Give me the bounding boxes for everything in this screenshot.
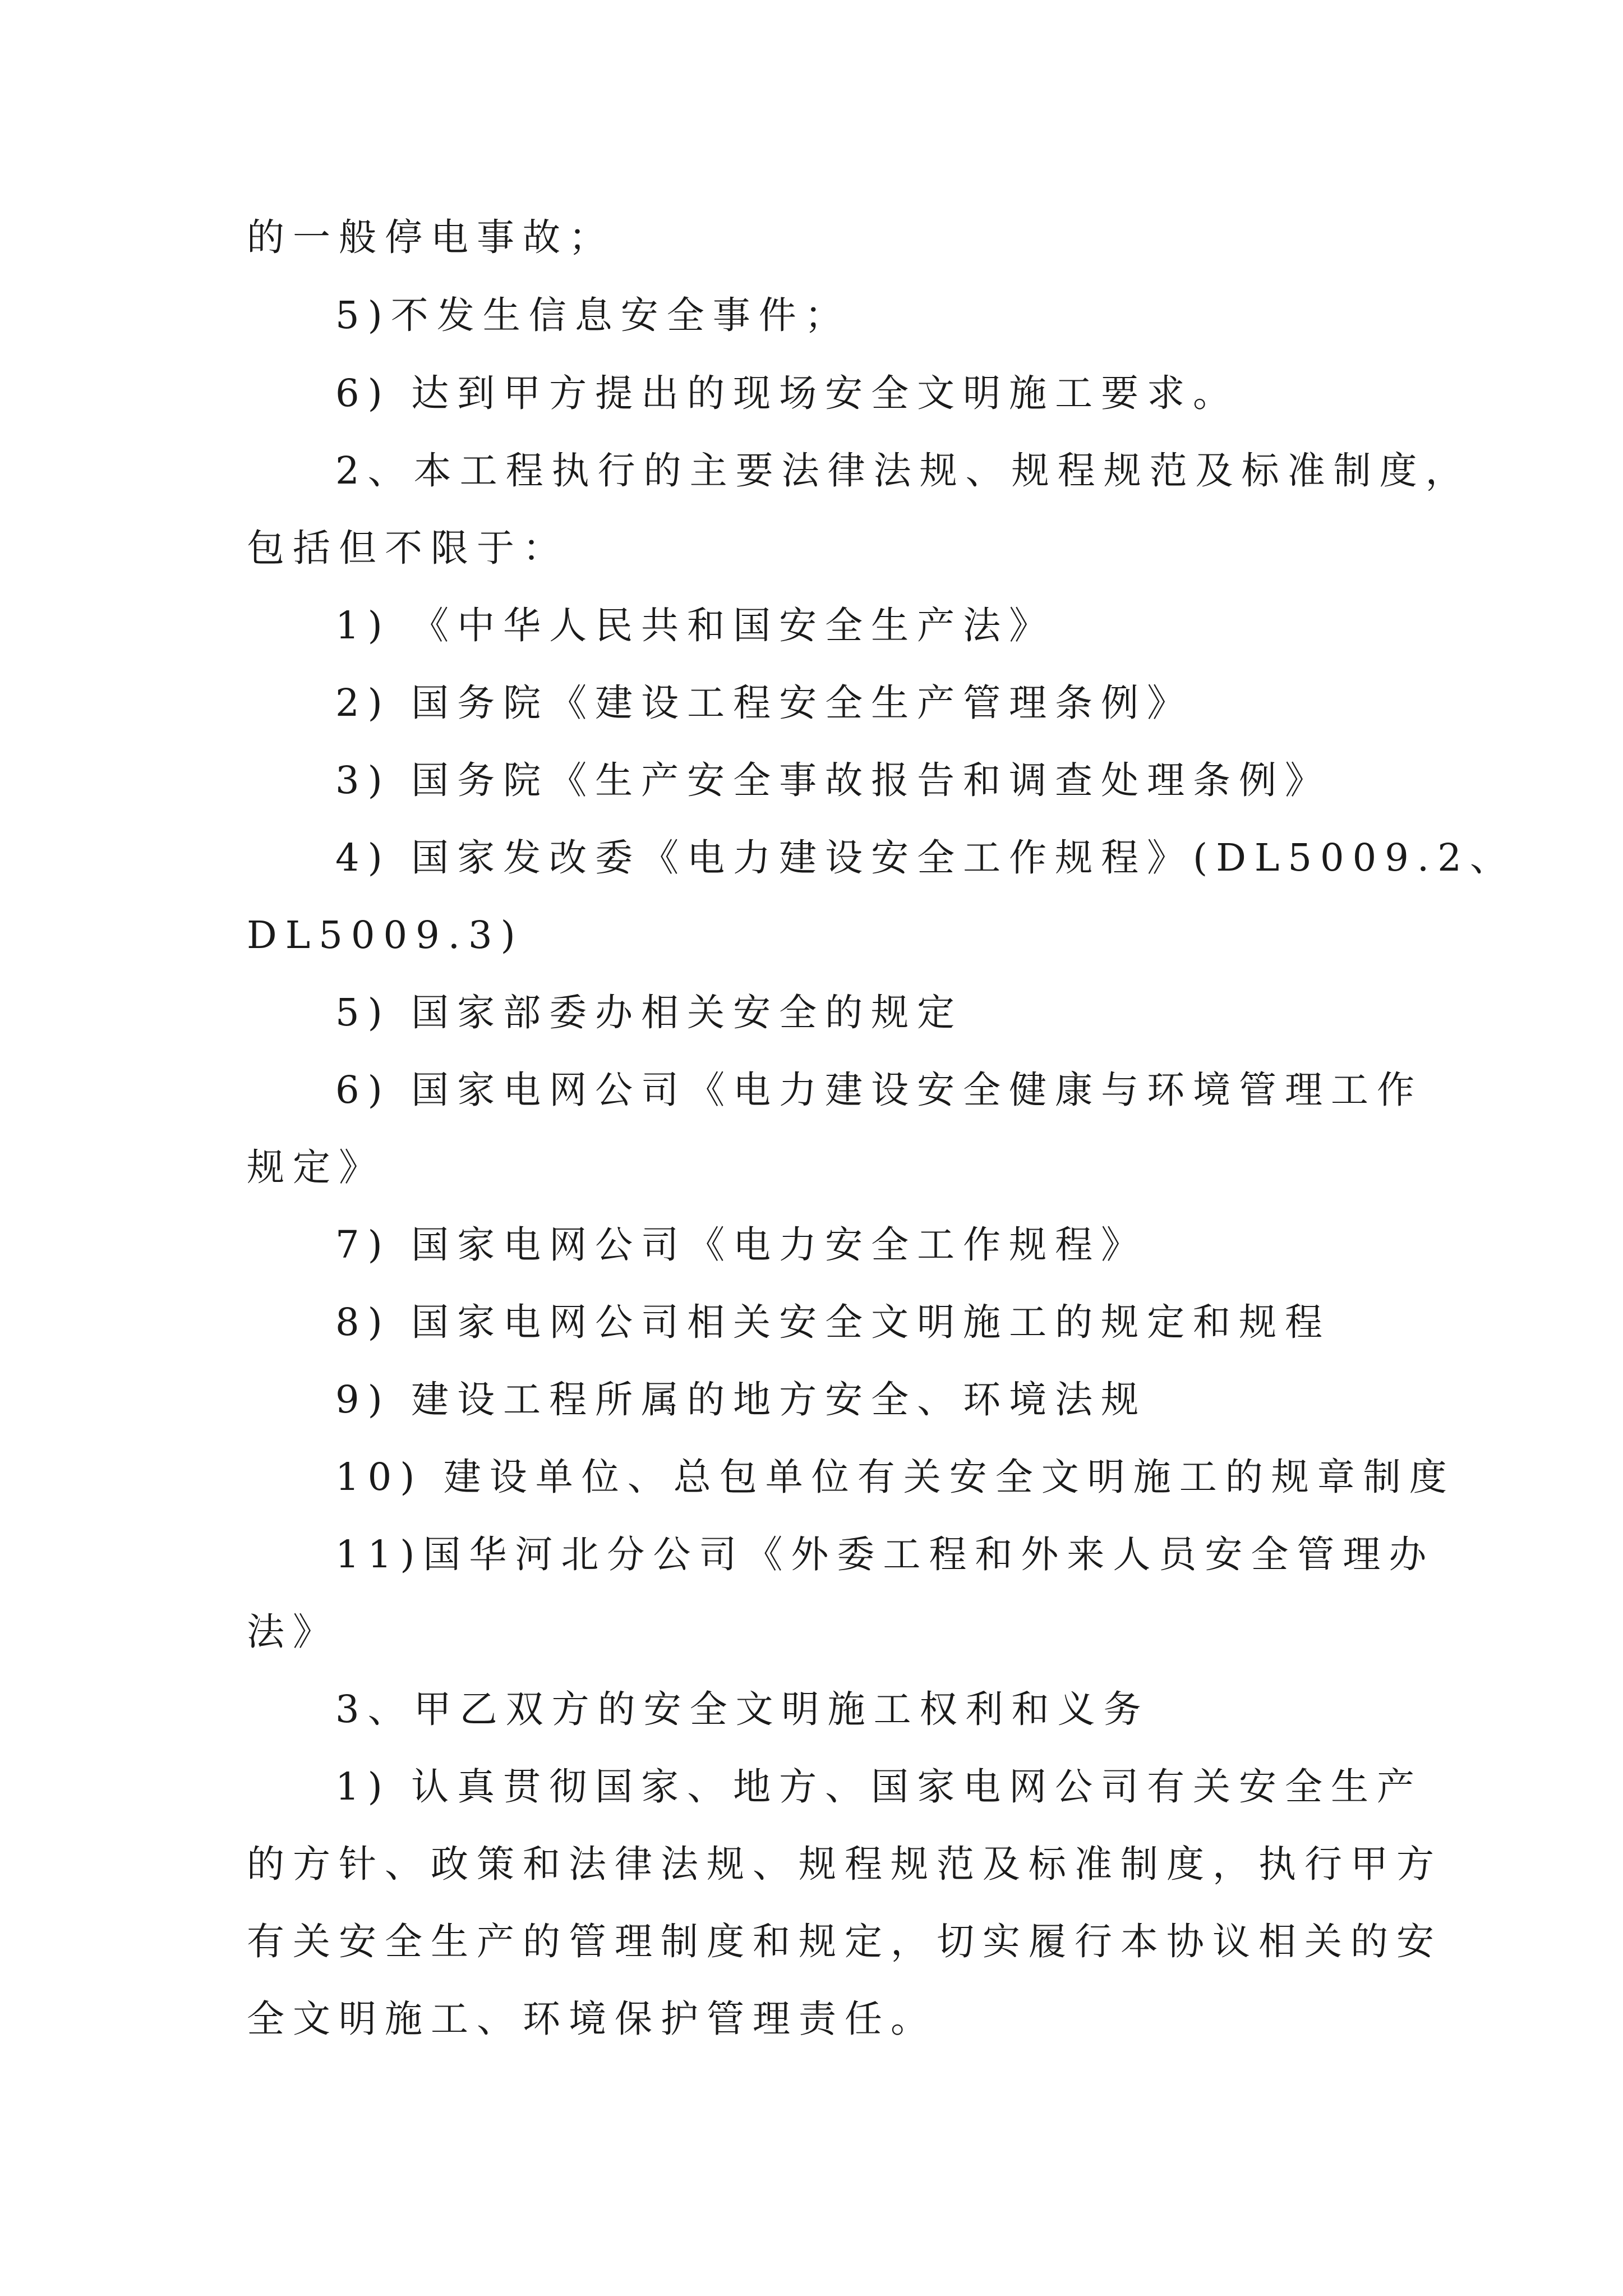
text-line-14: 7) 国家电网公司《电力安全工作规程》: [335, 1223, 1147, 1267]
text-line-13: 规定》: [247, 1145, 385, 1189]
text-line-21: 1) 认真贯彻国家、地方、国家电网公司有关安全生产: [335, 1765, 1423, 1809]
text-line-23: 有关安全生产的管理制度和规定，切实履行本协议相关的安: [247, 1920, 1442, 1963]
text-line-7: 2) 国务院《建设工程安全生产管理条例》: [335, 681, 1193, 725]
text-line-3: 6) 达到甲方提出的现场安全文明施工要求。: [335, 371, 1239, 415]
text-line-10: DL5009.3): [247, 913, 524, 957]
text-line-18: 11)国华河北分公司《外委工程和外来人员安全管理办: [335, 1533, 1435, 1576]
text-line-16: 9) 建设工程所属的地方安全、环境法规: [335, 1378, 1147, 1421]
text-line-17: 10) 建设单位、总包单位有关安全文明施工的规章制度: [335, 1455, 1455, 1499]
text-line-24: 全文明施工、环境保护管理责任。: [247, 1997, 937, 2041]
text-line-6: 1) 《中华人民共和国安全生产法》: [335, 604, 1055, 647]
text-line-22: 的方针、政策和法律法规、规程规范及标准制度，执行甲方: [247, 1842, 1442, 1886]
text-line-19: 法》: [247, 1610, 339, 1654]
text-line-12: 6) 国家电网公司《电力建设安全健康与环境管理工作: [335, 1068, 1423, 1112]
text-line-4: 2、本工程执行的主要法律法规、规程规范及标准制度，: [335, 449, 1472, 493]
text-line-9: 4) 国家发改委《电力建设安全工作规程》(DL5009.2、: [335, 836, 1516, 880]
text-line-15: 8) 国家电网公司相关安全文明施工的规定和规程: [335, 1300, 1331, 1344]
text-line-5: 包括但不限于：: [247, 526, 569, 570]
text-line-20: 3、甲乙双方的安全文明施工权利和义务: [335, 1687, 1150, 1731]
text-line-1: 的一般停电事故；: [247, 215, 615, 259]
text-line-2: 5)不发生信息安全事件；: [335, 293, 851, 337]
text-line-11: 5) 国家部委办相关安全的规定: [335, 991, 963, 1034]
text-line-8: 3) 国务院《生产安全事故报告和调查处理条例》: [335, 758, 1331, 802]
